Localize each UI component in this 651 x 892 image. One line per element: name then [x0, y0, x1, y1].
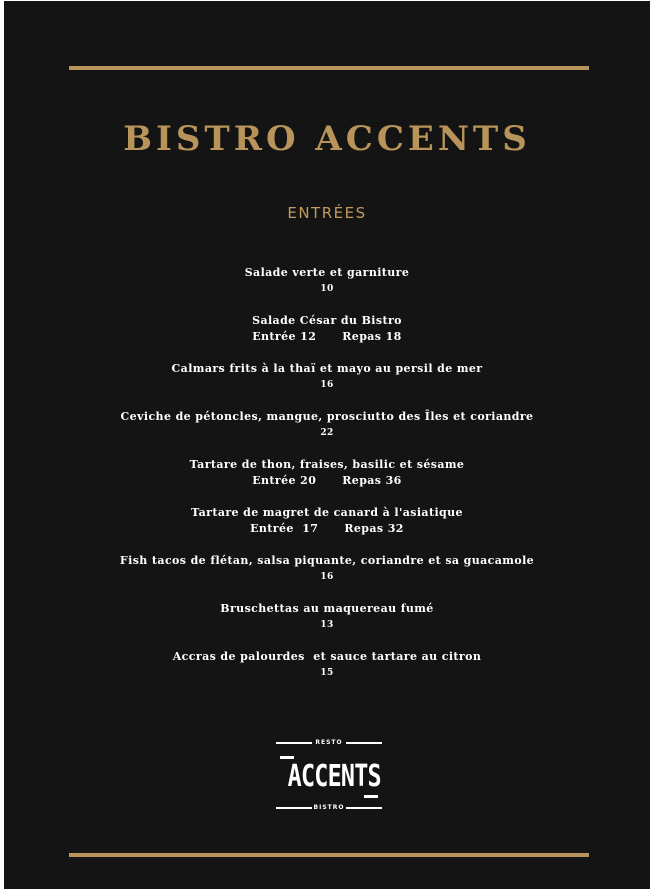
bottom-gold-rule: [69, 853, 589, 857]
menu-item: [4, 313, 650, 361]
item-name: Salade César du Bistro: [252, 314, 402, 327]
item-price: 15: [320, 668, 334, 678]
item-price: 16: [320, 380, 334, 390]
item-name: Tartare de magret de canard à l'asiatique: [191, 506, 463, 519]
accents-logo: [276, 739, 382, 813]
item-price-dual: [4, 521, 650, 537]
logo-bottom-row: [276, 804, 382, 812]
top-gold-rule: [69, 66, 589, 70]
item-name: Bruschettas au maquereau fumé: [220, 602, 434, 615]
menu-item: [4, 553, 650, 601]
menu-page: [4, 1, 650, 889]
menu-items: [4, 265, 650, 697]
entree-price: Entrée 12: [252, 330, 317, 343]
item-price: 13: [320, 620, 334, 630]
logo-bottom-text: BISTRO: [313, 804, 345, 811]
menu-item: [4, 409, 650, 457]
item-price: 10: [320, 284, 334, 294]
item-price-dual: [4, 473, 650, 489]
repas-price: Repas 32: [344, 522, 404, 535]
logo-wordmark: ACCENTS: [287, 759, 381, 794]
menu-item: [4, 649, 650, 697]
menu-item: [4, 265, 650, 313]
item-price: 16: [320, 572, 334, 582]
item-price-dual: [4, 329, 650, 345]
entree-price: Entrée 20: [252, 474, 317, 487]
item-price: 22: [320, 428, 334, 438]
menu-item: [4, 601, 650, 649]
menu-item: [4, 457, 650, 505]
logo-underbar: [364, 795, 378, 798]
entree-price: Entrée 17: [250, 522, 319, 535]
menu-item: [4, 505, 650, 553]
logo-top-row: [276, 739, 382, 747]
restaurant-title: BISTRO ACCENTS: [123, 119, 531, 159]
section-heading: ENTRÉES: [287, 204, 367, 222]
item-name: Calmars frits à la thaï et mayo au persil de mer: [171, 362, 483, 375]
logo-top-text: RESTO: [315, 739, 343, 746]
repas-price: Repas 18: [342, 330, 402, 343]
item-name: Fish tacos de flétan, salsa piquante, coriandre et sa guacamole: [119, 554, 535, 567]
item-name: Salade verte et garniture: [244, 266, 410, 279]
item-name: Ceviche de pétoncles, mangue, prosciutto des Îles et coriandre: [120, 410, 534, 423]
repas-price: Repas 36: [342, 474, 402, 487]
item-name: Tartare de thon, fraises, basilic et sésame: [189, 458, 465, 471]
menu-item: [4, 361, 650, 409]
item-name: Accras de palourdes et sauce tartare au citron: [172, 650, 482, 663]
